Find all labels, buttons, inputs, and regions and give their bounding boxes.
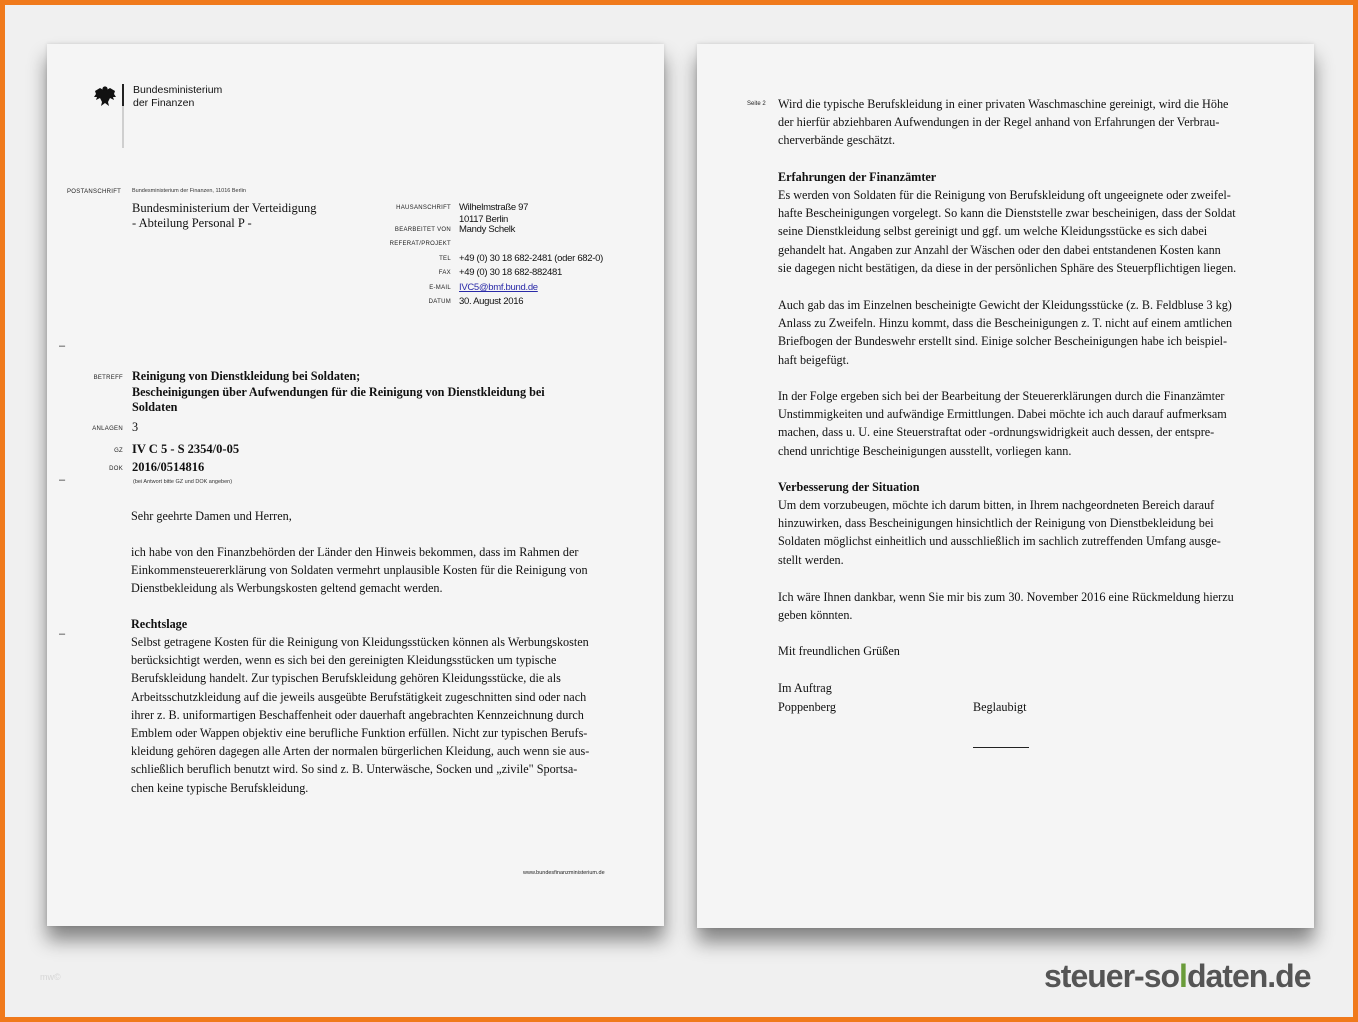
rechtslage-line: ihrer z. B. uniformartigen Beschaffenheit oder dauerhaft angebrachten Kennzeichnung durch (131, 707, 584, 722)
rechtslage-line: Berufskleidung handelt. Zur typischen Berufskleidung gehören Kleidungsstücke, die als (131, 671, 561, 686)
verbesserung-line: Um dem vorzubeugen, möchte ich darum bitten, in Ihrem nachgeordneten Bereich darauf (778, 498, 1215, 512)
dok-value: 2016/0514816 (132, 460, 205, 474)
p4-line: Unstimmigkeiten und aufwändige Ermittlungen. Dabei möchte ich auch darauf aufmerksam (778, 407, 1227, 422)
betreff-text (132, 369, 632, 416)
rechtslage-line: chen keine typische Berufskleidung. (131, 780, 309, 795)
bearbeitet-value: Mandy Schelk (459, 224, 516, 235)
postanschrift-label: POSTANSCHRIFT (67, 189, 122, 195)
betreff-line3: Soldaten (132, 400, 178, 414)
anlagen-value: 3 (132, 420, 139, 434)
erfahrungen-paragraph (778, 186, 1298, 277)
p1-line: cherverbände geschätzt. (778, 133, 896, 148)
verbesserung-line: hinzuwirken, dass Bescheinigungen hinsichtlich der Reinigung von Dienstbekleidung bei (778, 516, 1214, 531)
tel-label: TEL (439, 256, 451, 262)
rechtslage-line: Emblem oder Wappen objektiv eine berufliche Funktion erfüllen. Nicht zur typischen Berufs- (131, 726, 588, 741)
recipient-line1: Bundesministerium der Verteidigung (132, 201, 317, 215)
fold-mark-middle: – (59, 474, 66, 486)
dok-label: DOK (109, 466, 123, 472)
recipient-address (132, 201, 316, 231)
betreff-line1: Reinigung von Dienstkleidung bei Soldaten; (132, 369, 361, 383)
watermark-part4: .de (1267, 958, 1311, 994)
email-label: E-MAIL (429, 285, 451, 291)
fax-label: FAX (438, 270, 451, 276)
erfahrungen-line: hafte Bescheinigungen vorgelegt. So kann die Dienststelle zwar bescheinigen, dass der Soldat (778, 206, 1236, 221)
watermark-part3: daten (1186, 958, 1268, 994)
hausanschrift-label: HAUSANSCHRIFT (396, 205, 451, 211)
p3-line: Briefbogen der Bundeswehr erstellt sind. Einige solcher Bescheinigungen habe ich beispiel- (778, 334, 1228, 349)
p4-line: machen, dass u. U. eine Steuerstraftat oder -ordnungswidrigkeit auch dessen, der entspre- (778, 425, 1215, 440)
postanschrift-value: Bundesministerium der Finanzen, 11016 Berlin (132, 188, 246, 194)
intro-line: ich habe von den Finanzbehörden der Länder den Hinweis bekommen, dass im Rahmen der (131, 545, 579, 559)
datum-value: 30. August 2016 (459, 296, 524, 307)
gz-label: GZ (114, 448, 123, 454)
fold-mark-top: – (59, 340, 66, 352)
consequence-paragraph (778, 387, 1298, 460)
rechtslage-paragraph (131, 633, 651, 797)
rechtslage-line: schließlich beruflich benutzt wird. So sind z. B. Unterwäsche, Socken und „zivile" Sportsa- (131, 762, 578, 777)
rechtslage-line: berücksichtigt werden, wenn es sich bei den gereinigten Kleidungsstücken um typische (131, 653, 557, 668)
fold-mark-punch: – (59, 628, 66, 640)
p4-line: In der Folge ergeben sich bei der Bearbeitung der Steuererklärungen durch die Finanzämter (778, 389, 1225, 403)
page-number-label: Seite 2 (747, 101, 766, 107)
erfahrungen-line: seine Dienstkleidung selbst gereinigt und ggf. um welche Kleidungsstücke es sich dabei (778, 224, 1208, 239)
ministry-logo-text (133, 84, 222, 109)
watermark-part1: steuer-so (1044, 958, 1180, 994)
logo-bar-black (122, 84, 124, 106)
erfahrungen-heading: Erfahrungen der Finanzämter (778, 170, 937, 184)
watermark-part2: l (1179, 958, 1187, 994)
intro-line: Einkommensteuererklärung von Soldaten vermehrt unplausible Kosten für die Reinigung von (131, 563, 588, 578)
verbesserung-heading: Verbesserung der Situation (778, 480, 920, 494)
rechtslage-line: Selbst getragene Kosten für die Reinigung von Kleidungsstücken können als Werbungskosten (131, 635, 589, 649)
gz-value: IV C 5 - S 2354/0-05 (132, 442, 240, 456)
closing-greeting: Mit freundlichen Grüßen (778, 644, 900, 658)
footer-url: www.bundesfinanzministerium.de (523, 870, 605, 876)
rechtslage-heading: Rechtslage (131, 617, 188, 631)
fax-value: +49 (0) 30 18 682-882481 (459, 267, 562, 278)
site-watermark (1044, 958, 1311, 995)
signer-name: Poppenberg (778, 700, 836, 714)
betreff-line2: Bescheinigungen über Aufwendungen für die Reinigung von Dienstkleidung bei (132, 384, 545, 399)
erfahrungen-line: Es werden von Soldaten für die Reinigung von Berufskleidung oft ungeeignete oder zweifel- (778, 188, 1231, 202)
anlagen-label: ANLAGEN (92, 426, 123, 432)
bearbeitet-label: BEARBEITET VON (394, 227, 451, 233)
hausanschrift-value (459, 202, 528, 225)
washing-paragraph (778, 95, 1298, 150)
request-paragraph (778, 588, 1298, 624)
signature-line (973, 747, 1029, 748)
logo-bar-grey (122, 106, 124, 148)
p1-line: Wird die typische Berufskleidung in einer privaten Waschmaschine gereinigt, wird die Höhe (778, 97, 1229, 111)
weight-paragraph (778, 296, 1298, 369)
p3-line: Anlass zu Zweifeln. Hinzu kommt, dass die Bescheinigungen z. T. nicht auf einem amtlichen (778, 316, 1233, 331)
logo-line1: Bundesministerium (133, 84, 223, 96)
im-auftrag: Im Auftrag (778, 681, 832, 695)
beglaubigt-label: Beglaubigt (973, 700, 1027, 714)
erfahrungen-line: sie dagegen nicht bestätigen, da diese in der persönlichen Sphäre des Steuerpflichtigen liegen. (778, 260, 1237, 275)
verbesserung-line: Soldaten möglichst einheitlich und ausschließlich im sachlich zutreffenden Umfang ausge- (778, 534, 1221, 549)
p3-line: haft beigefügt. (778, 352, 850, 367)
verbesserung-line: stellt werden. (778, 552, 844, 567)
rechtslage-line: kleidung gehören dagegen alle Arten der normalen bürgerlichen Kleidung, auch wenn sie aus- (131, 744, 590, 759)
p6-line: Ich wäre Ihnen dankbar, wenn Sie mir bis zum 30. November 2016 eine Rückmeldung hierzu (778, 590, 1234, 604)
hausanschrift-line2: 10117 Berlin (459, 213, 509, 225)
antwort-hint: (bei Antwort bitte GZ und DOK angeben) (133, 479, 233, 485)
p4-line: chend unrichtige Bescheinigungen ausstellt, vorliegen kann. (778, 443, 1072, 458)
faint-watermark: mw© (40, 972, 61, 982)
referat-label: REFERAT/PROJEKT (389, 241, 451, 247)
betreff-label: BETREFF (93, 375, 123, 381)
hausanschrift-line1: Wilhelmstraße 97 (459, 202, 529, 213)
rechtslage-line: Arbeitsschutzkleidung auf die jeweils ausgeübte Berufstätigkeit zugeschnitten sind oder nach (131, 689, 587, 704)
datum-label: DATUM (428, 299, 451, 305)
intro-line: Dienstbekleidung als Werbungskosten geltend gemacht werden. (131, 581, 443, 596)
intro-paragraph (131, 543, 651, 598)
salutation: Sehr geehrte Damen und Herren, (131, 509, 292, 523)
federal-eagle-icon (93, 84, 117, 108)
recipient-line2: - Abteilung Personal P - (132, 216, 252, 230)
logo-line2: der Finanzen (133, 96, 195, 109)
verbesserung-paragraph (778, 496, 1298, 569)
erfahrungen-line: gehandelt hat. Angaben zur Anzahl der Wäschen oder den dabei entstandenen Kosten kann (778, 242, 1221, 257)
tel-value: +49 (0) 30 18 682-2481 (oder 682-0) (459, 253, 603, 264)
letter-page-2 (697, 44, 1314, 928)
p3-line: Auch gab das im Einzelnen bescheinigte Gewicht der Kleidungsstücke (z. B. Feldbluse 3 kg) (778, 298, 1232, 312)
letter-page-1 (47, 44, 664, 926)
email-link[interactable]: IVC5@bmf.bund.de (459, 282, 538, 293)
p6-line: geben könnten. (778, 608, 853, 623)
p1-line: der hierfür abziehbaren Aufwendungen in der Regel anhand von Erfahrungen der Verbrau- (778, 115, 1220, 130)
